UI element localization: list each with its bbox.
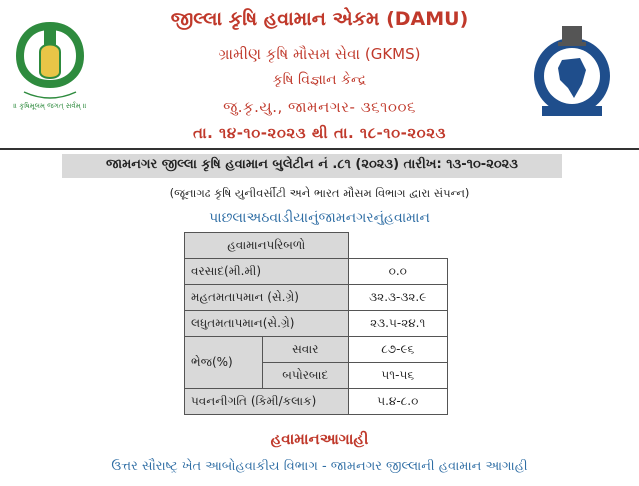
- humidity-afternoon-label: બપોરબાદ: [263, 363, 349, 389]
- bulletin-source: (જૂનાગઢ કૃષિ યુનીવર્સીટી અને ભારત મૌસમ વિભાગ દ્વારા સંપન્ન): [169, 186, 470, 200]
- table-row: [185, 337, 448, 363]
- humidity-afternoon-value: ૫૧-૫૬: [348, 363, 448, 389]
- table-row: [185, 233, 448, 259]
- humidity-morning-value: ૮૭-૯૬: [348, 337, 448, 363]
- wind-value: ૫.૪-૮.૦: [348, 389, 448, 415]
- tmin-value: ૨૩.૫-૨૪.૧: [348, 311, 448, 337]
- header-date-range: તા. ૧૪-૧૦-૨૦૨૩ થી તા. ૧૮-૧૦-૨૦૨૩: [193, 124, 446, 142]
- header-divider: [0, 148, 639, 150]
- tmin-label: લધુતમતાપમાન(સે.ગ્રે): [185, 311, 349, 337]
- header-subtitle: ગ્રામીણ કૃષિ મૌસમ સેવા (GKMS): [218, 45, 421, 63]
- header-address: જુ.કૃ.યુ., જામનગર- ૩૬૧૦૦૬: [223, 98, 416, 116]
- humidity-label: ભેજ(%): [185, 337, 263, 389]
- table-row: [185, 311, 448, 337]
- table-row: [185, 259, 448, 285]
- forecast-title: હવામાનઆગાહી: [270, 430, 369, 448]
- weather-table: [184, 232, 448, 415]
- tmax-value: ૩૨.૩-૩૨.૯: [348, 285, 448, 311]
- header-title: જીલ્લા કૃષિ હવામાન એકમ (DAMU): [170, 8, 469, 30]
- header-center: કૃષિ વિજ્ઞાન કેન્દ્ર: [272, 72, 367, 88]
- logo-motto: ॥ કૃષિમૂલમ્ જગત્ સર્વમ્ ॥: [13, 102, 87, 110]
- header: [0, 0, 639, 148]
- rain-label: વરસાદ(મી.મી): [185, 259, 349, 285]
- wind-label: પવનનીગતિ (કિમી/કલાક): [185, 389, 349, 415]
- bulletin-title: જામનગર જીલ્લા કૃષિ હવામાન બુલેટીન નં .૮૧ (૨૦૨૩) તારીખ: ૧૩-૧૦-૨૦૨૩: [106, 157, 518, 172]
- table-header: હવામાનપરિબળો: [185, 233, 349, 259]
- rain-value: ૦.૦: [348, 259, 448, 285]
- forecast-region: ઉત્તર સૌરાષ્ટ્ર ખેત આબોહવાકીય વિભાગ - જામનગર જીલ્લાની હવામાન આગાહી: [111, 459, 528, 474]
- table-row: [185, 389, 448, 415]
- humidity-morning-label: સવાર: [263, 337, 349, 363]
- past-weather-heading: પાછલાઅઠવાડીયાનુંજામનગરનુંહવામાન: [209, 210, 430, 226]
- table-row: [185, 285, 448, 311]
- tmax-label: મહતમતાપમાન (સે.ગ્રે): [185, 285, 349, 311]
